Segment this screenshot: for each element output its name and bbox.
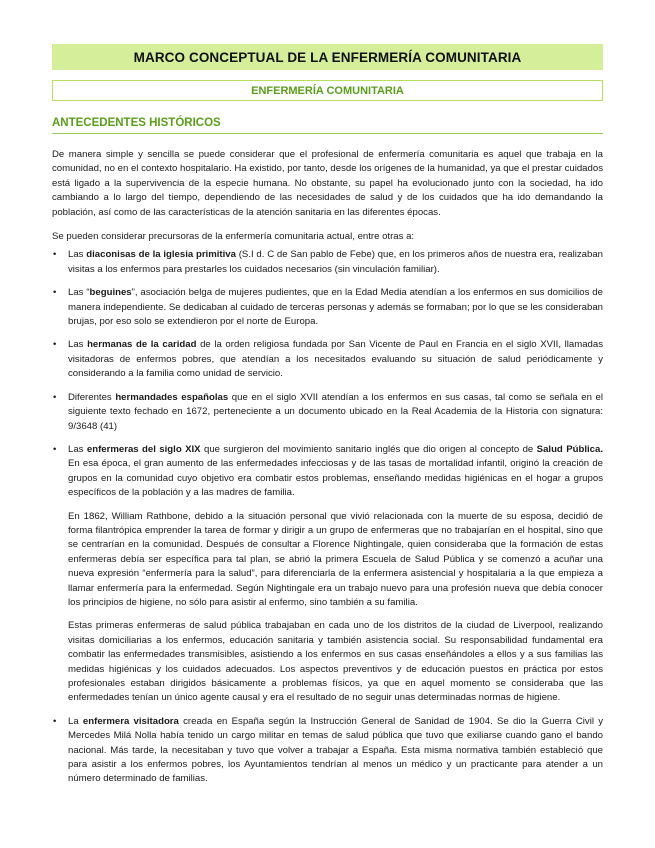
precursors-list xyxy=(52,248,603,500)
item-text: Diferentes xyxy=(68,391,116,403)
item-bold-term: Salud Pública. xyxy=(536,443,603,455)
item-bold-term: hermanas de la caridad xyxy=(87,339,197,351)
document-subtitle: ENFERMERÍA COMUNITARIA xyxy=(52,80,603,101)
item-text: que surgieron del movimiento sanitario inglés que dio origen al concepto de xyxy=(200,443,537,455)
item-text: En esa época, el gran aumento de las enfermedades infecciosas y de las tasas de mortalidad infantil, originó la creación de grupos en la comunidad cuyo objetivo era combatir estos problemas, enseñando medidas higiénicas en el hogar a grupos específicos de la población y a las madres de familia. xyxy=(68,458,603,499)
item-text: que en el siglo XVII atendían a los enfermos en sus casas, tal como se señala en el siguiente texto fechado en 1672, perteneciente a un documento ubicado en la Real Academia de la Historia con signatura: 9/3648 (41) xyxy=(68,391,603,432)
bullet-icon: • xyxy=(53,443,57,455)
bullet-icon: • xyxy=(53,249,57,261)
lead-paragraph: Se pueden considerar precursoras de la enfermería comunitaria actual, entre otras a: xyxy=(52,231,415,243)
list-item xyxy=(52,286,603,329)
item-text: Las xyxy=(68,249,87,261)
bullet-icon: • xyxy=(53,339,57,351)
section-heading: ANTECEDENTES HISTÓRICOS xyxy=(52,117,603,134)
bullet-icon: • xyxy=(53,287,57,299)
rathbone-paragraph: En 1862, William Rathbone, debido a la situación personal que vivió relacionada con la muerte de su esposa, decidió de forma filantrópica emprender la tarea de formar y dirigir a un grupo de enfermeras que no trabajarían en el hospital, sino que se centrarían en la comunidad. Después de consultar a Florence Nightingale, quien consideraba que la formación de estas enfermeras debía ser específica para tal plan, se abrió la primera Escuela de Salud Pública y se comenzó a acuñar una nueva expresión “enfermería para la salud”, para diferenciarla de la enfermera asistencial y hospitalaria a la que empieza a llamar enfermería para la enfermedad. Según Nightingale era un trabajo nuevo para una profesión nueva que debía conocer los principios de higiene, no sólo para asistir al enfermo, sino también a su familia. xyxy=(68,510,603,608)
list-item xyxy=(52,443,603,501)
item-bold-term: diaconisas de la iglesia primitiva xyxy=(86,249,236,261)
list-item xyxy=(52,248,603,277)
item-text: creada en España según la Instrucción General de Sanidad de 1904. Se dio la Guerra Civil y Mercedes Milá Nolla había tenido un cargo militar en temas de salud pública que tuvo que exiliarse cuando gano el bando nacional. Más tarde, la necesitaban y tuvo que volver a trabajar a España. Esta misma normativa también estableció que para asistir a los enfermos pobres, los Ayuntamientos tendrían al menos un médico y un practicante para atender a un número determinado de familias. xyxy=(68,715,603,785)
document-title: MARCO CONCEPTUAL DE LA ENFERMERÍA COMUNITARIA xyxy=(52,44,603,70)
item-bold-term: enfermeras del siglo XIX xyxy=(86,443,201,455)
bullet-icon: • xyxy=(53,391,57,403)
item-text: Las xyxy=(68,339,88,351)
precursors-list-continued xyxy=(52,715,603,787)
list-item xyxy=(52,391,603,434)
document-body xyxy=(52,148,603,787)
list-item xyxy=(52,338,603,381)
item-text: de la orden religiosa fundada por San Vicente de Paul en Francia en el siglo XVII, llamadas visitadoras de enfermos pobres, que atendían a los necesitados evaluando su situación de salud periódicamente y considerando a la familia como unidad de servicio. xyxy=(68,339,603,380)
item-text: Las “ xyxy=(68,287,90,299)
item-bold-term: hermandades españolas xyxy=(115,391,229,403)
item-text: La xyxy=(68,715,83,727)
list-item xyxy=(52,715,603,787)
item-text: ”, asociación belga de mujeres pudientes, que en la Edad Media atendían a los enfermos en sus domicilios de manera independiente. Se dedicaban al cuidado de terceras personas y además se formaban; por lo que se les consideraban brujas, por eso solo se extendieron por el norte de Europa. xyxy=(68,287,603,328)
item-bold-term: beguines xyxy=(89,287,132,299)
bullet-icon: • xyxy=(53,715,57,727)
item-text: Las xyxy=(68,443,87,455)
item-text: (S.I d. C de San pablo de Febe) que, en los primeros años de nuestra era, realizaban visitas a los enfermos para prestarles los cuidados necesarios (sin vinculación familiar). xyxy=(68,249,604,275)
intro-paragraph: De manera simple y sencilla se puede considerar que el profesional de enfermería comunitaria es aquel que trabaja en la comunidad, no en el contexto hospitalario. Ha existido, por tanto, desde los orígenes de la humanidad, ya que el prestar cuidados está ligado a la supervivencia de la especie humana. No obstante, su papel ha evolucionado junto con la sociedad, ha ido cambiando a lo largo del tiempo, dependiendo de las necesidades de salud y de los cuidados que ha ido demandando la población, así como de las características de la atención sanitaria en las diferentes épocas. xyxy=(52,149,603,218)
item-bold-term: enfermera visitadora xyxy=(82,715,179,727)
liverpool-paragraph: Estas primeras enfermeras de salud pública trabajaban en cada uno de los distritos de la ciudad de Liverpool, realizando visitas domiciliarias a los enfermos, educación sanitaria y también asistencia social. Su responsabilidad fundamental era combatir las enfermedades transmisibles, asistiendo a los enfermos en sus casas enseñándoles a ellos y a sus familias las medidas higiénicas y los cuidados adecuados. Los aspectos preventivos y de educación puestos en práctica por estos profesionales estaban dirigidos básicamente a problemas físicos, ya que en aquel momento se consideraba que las enfermedades tenían un único agente causal y era el resultado de no seguir unas determinadas normas de higiene. xyxy=(68,620,603,704)
